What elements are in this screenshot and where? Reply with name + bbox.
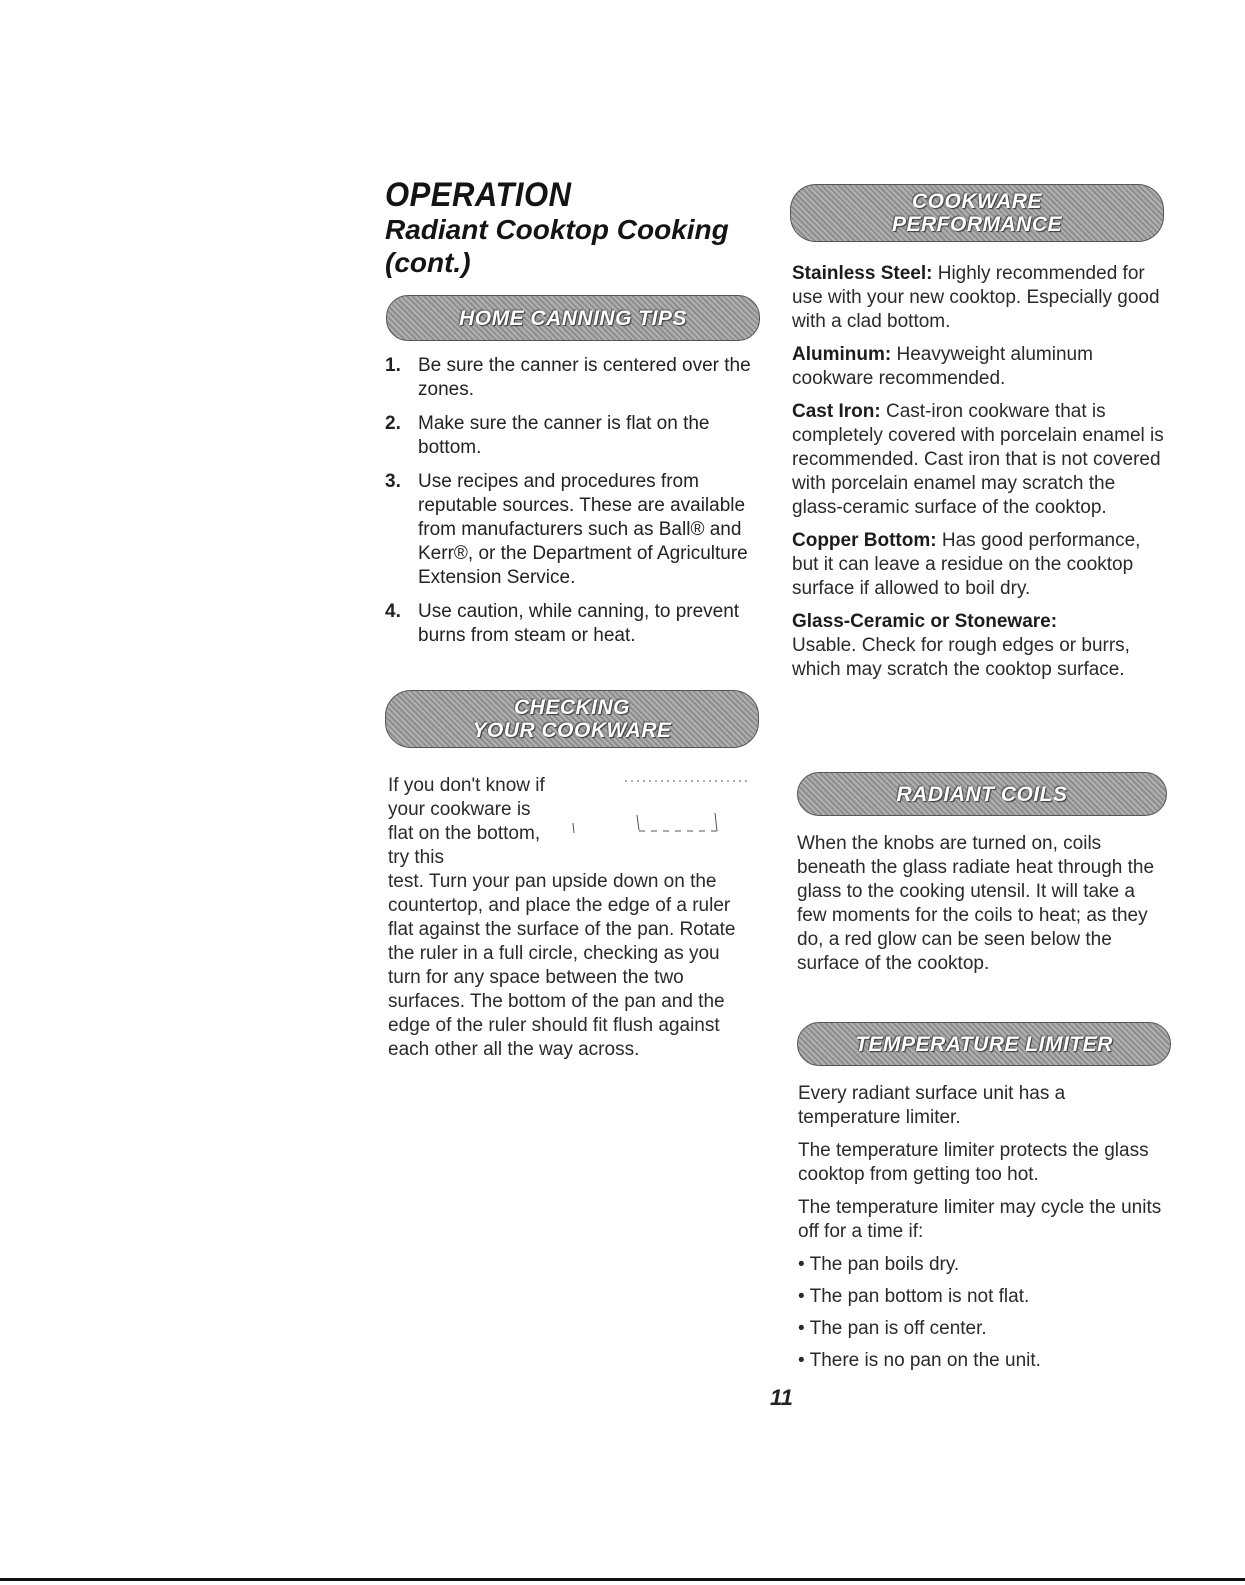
ruler-icon (573, 781, 747, 833)
checking-body: test. Turn your pan upside down on the countertop, and place the edge of a ruler flat against the surface of the pan. Rotate the ruler in a full circle, checking as you turn for any space between the two surfaces. The bottom of the pan and the edge of the ruler should fit flush against each other all the way across. (388, 871, 736, 1060)
home-canning-banner (386, 295, 760, 341)
step-text: Be sure the canner is centered over the zones. (418, 355, 751, 400)
step-number: 4. (385, 601, 401, 622)
page-number: 11 (770, 1385, 793, 1410)
limiter-section (798, 1082, 1170, 1381)
performance-item (792, 610, 1164, 682)
section-title: OPERATION (385, 174, 572, 215)
checking-cookware-banner (385, 690, 759, 748)
step-number: 2. (385, 413, 401, 434)
checking-intro: If you don't know if your cookware is flat on the bottom, try this (388, 775, 545, 868)
item-label: Cast Iron: (792, 401, 881, 422)
item-text: Cast-iron cookware that is completely covered with porcelain enamel is recommended. Cast iron that is not covered with porcelain enamel may scratch the glass-ceramic surface of the cooktop. (792, 401, 1164, 518)
performance-item (792, 262, 1164, 334)
item-label: Copper Bottom: (792, 530, 937, 551)
temperature-limiter-banner-text: TEMPERATURE LIMITER (855, 1032, 1113, 1056)
ruler-illustration (565, 775, 755, 845)
performance-list (792, 262, 1164, 691)
radiant-coils-banner-text: RADIANT COILS (896, 782, 1068, 806)
canning-step (385, 470, 760, 590)
page-heading (385, 176, 729, 278)
bullet-item: • The pan is off center. (798, 1318, 987, 1339)
checking-banner-line-1: CHECKING (513, 696, 630, 719)
radiant-coils-banner (797, 772, 1167, 816)
performance-banner-line-2: PERFORMANCE (891, 213, 1062, 236)
performance-item (792, 529, 1164, 601)
limiter-p2: The temperature limiter protects the glass cooktop from getting too hot. (798, 1140, 1149, 1185)
item-label: Stainless Steel: (792, 263, 933, 284)
bottom-rule (0, 1578, 1245, 1581)
limiter-bullets (798, 1253, 1170, 1373)
step-text: Use recipes and procedures from reputable sources. These are available from manufacturers such as Ball® and Kerr®, or the Department of Agriculture Extension Service. (418, 471, 748, 588)
bullet-item: • The pan bottom is not flat. (798, 1286, 1030, 1307)
step-text: Make sure the canner is flat on the bottom. (418, 413, 710, 458)
item-text: Usable. Check for rough edges or burrs, which may scratch the cooktop surface. (792, 635, 1130, 680)
step-text: Use caution, while canning, to prevent burns from steam or heat. (418, 601, 740, 646)
checking-banner-line-2: YOUR COOKWARE (472, 719, 672, 742)
performance-banner-line-1: COOKWARE (911, 190, 1042, 213)
step-number: 1. (385, 355, 401, 376)
subtitle-line-2: (cont.) (385, 246, 471, 278)
step-number: 3. (385, 471, 401, 492)
limiter-p3: The temperature limiter may cycle the units off for a time if: (798, 1197, 1162, 1242)
cookware-performance-banner (790, 184, 1164, 242)
bullet-item: • The pan boils dry. (798, 1254, 960, 1275)
canning-steps (385, 354, 760, 658)
item-label: Glass-Ceramic or Stoneware: (792, 611, 1058, 632)
item-text: Heavyweight aluminum cookware recommended. (792, 344, 1093, 389)
performance-item (792, 343, 1164, 391)
bullet-item: • There is no pan on the unit. (798, 1350, 1041, 1371)
home-canning-banner-text: HOME CANNING TIPS (459, 306, 687, 330)
canning-step (385, 600, 760, 648)
temperature-limiter-banner (797, 1022, 1171, 1066)
item-text: Highly recommended for use with your new cooktop. Especially good with a clad bottom. (792, 263, 1160, 332)
subtitle-line-1: Radiant Cooktop Cooking (385, 214, 729, 246)
limiter-p1: Every radiant surface unit has a temperature limiter. (798, 1083, 1066, 1128)
canning-step (385, 412, 760, 460)
canning-step (385, 354, 760, 402)
performance-item (792, 400, 1164, 520)
coils-text: When the knobs are turned on, coils beneath the glass radiate heat through the glass to the cooking utensil. It will take a few moments for the coils to heat; as they do, a red glow can be seen below the surface of the cooktop. (797, 833, 1155, 974)
item-label: Aluminum: (792, 344, 892, 365)
item-text: Has good performance, but it can leave a residue on the cooktop surface if allowed to boil dry. (792, 530, 1141, 599)
